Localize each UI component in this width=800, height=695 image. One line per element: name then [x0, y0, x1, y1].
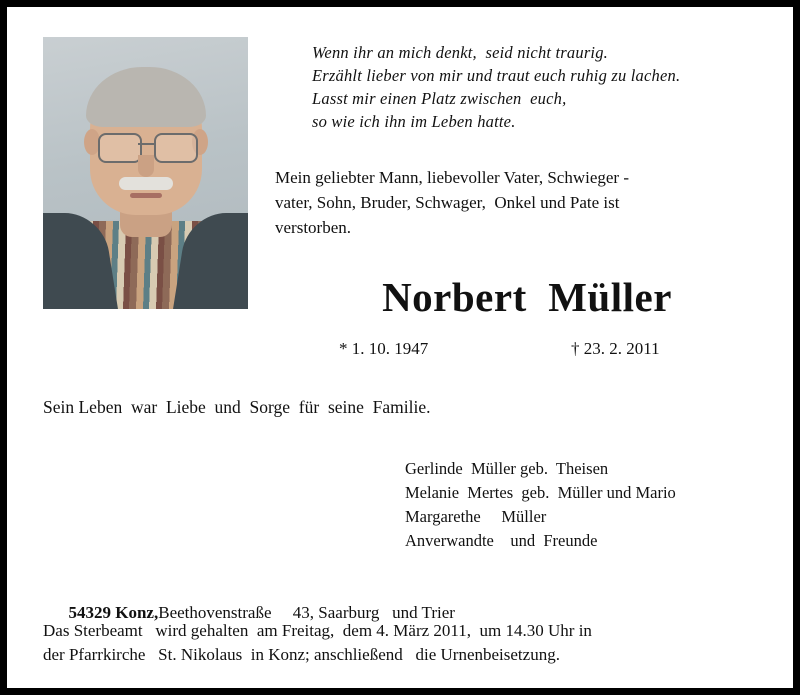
portrait-photo: [43, 37, 248, 309]
portrait-mustache: [119, 177, 173, 190]
address-postal-city: 54329 Konz,: [68, 603, 159, 622]
poem-line-2: Erzählt lieber von mir und traut euch ruhig zu lachen.: [312, 66, 681, 85]
portrait-mouth: [130, 193, 162, 198]
poem-line-1: Wenn ihr an mich denkt, seid nicht traurig.: [312, 43, 608, 62]
deceased-name: Norbert Müller: [382, 274, 672, 320]
family-line-4: Anverwandte und Freunde: [405, 531, 598, 550]
poem-line-4: so wie ich ihn im Leben hatte.: [312, 112, 516, 131]
portrait-frame: [43, 37, 248, 309]
portrait-nose: [138, 155, 154, 177]
poem-block: [312, 41, 782, 133]
portrait-hair: [86, 67, 206, 127]
family-block: [405, 457, 676, 553]
intro-line-3: verstorben.: [275, 218, 352, 237]
memorial-line: Sein Leben war Liebe und Sorge für seine Familie.: [43, 397, 431, 417]
birth-date: * 1. 10. 1947: [339, 339, 429, 358]
family-line-2: Melanie Mertes geb. Müller und Mario: [405, 483, 676, 502]
obituary-inner: [7, 7, 793, 688]
portrait-glasses-left-lens: [98, 133, 142, 163]
death-date: † 23. 2. 2011: [571, 339, 660, 358]
address-street: Beethovenstraße 43, Saarburg und Trier: [158, 603, 455, 622]
family-line-1: Gerlinde Müller geb. Theisen: [405, 459, 609, 478]
service-line-2: der Pfarrkirche St. Nikolaus in Konz; anschließend die Urnenbeisetzung.: [43, 645, 560, 664]
poem-line-3: Lasst mir einen Platz zwischen euch,: [312, 89, 567, 108]
intro-line-2: vater, Sohn, Bruder, Schwager, Onkel und Pate ist: [275, 193, 620, 212]
intro-line-1: Mein geliebter Mann, liebevoller Vater, Schwieger -: [275, 168, 629, 187]
intro-block: [275, 165, 775, 240]
family-line-3: Margarethe Müller: [405, 507, 547, 526]
portrait-glasses-bridge: [138, 143, 154, 145]
service-line-1: Das Sterbeamt wird gehalten am Freitag, dem 4. März 2011, um 14.30 Uhr in: [43, 621, 592, 640]
portrait-glasses-right-lens: [154, 133, 198, 163]
service-block: [43, 619, 773, 667]
